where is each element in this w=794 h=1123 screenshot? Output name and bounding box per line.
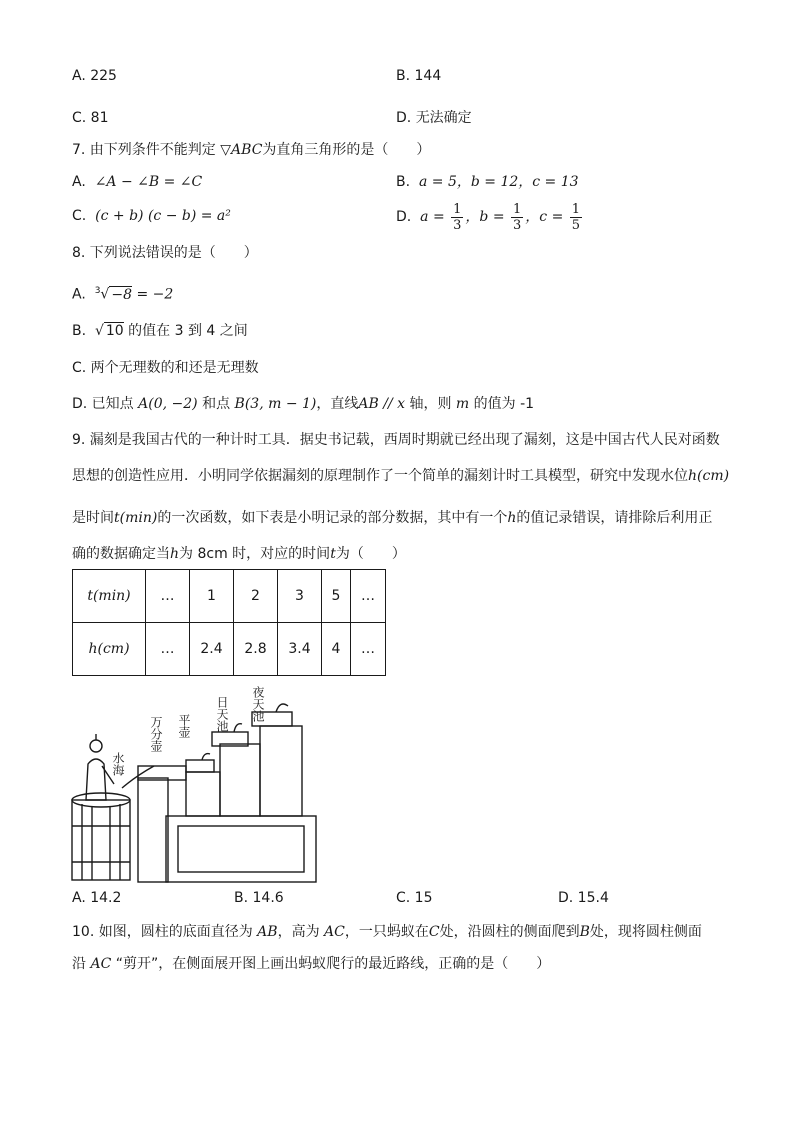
q9-option-d: D. 15.4 (558, 890, 609, 906)
table-cell: 2 (234, 570, 278, 623)
label-pinghu: 平壶 (177, 714, 191, 738)
q9-data-table (72, 569, 386, 676)
q6-option-c: C. 81 (72, 110, 109, 126)
q8-option-c: C. 两个无理数的和还是无理数 (72, 360, 259, 376)
table-cell: 2.4 (190, 623, 234, 676)
tank-ritianchi (220, 744, 260, 816)
table-cell: h(cm) (73, 623, 146, 676)
table-cell: 3.4 (278, 623, 322, 676)
q7-option-a: A. ∠A − ∠B = ∠C (72, 174, 203, 190)
label-shuihai: 水海 (111, 752, 125, 776)
q10-stem-line-1: 10. 如图，圆柱的底面直径为 AB，高为 AC，一只蚂蚁在C处，沿圆柱的侧面爬到B处，现将圆柱侧面 (72, 924, 702, 940)
table-cell: … (146, 570, 190, 623)
q6-option-d: D. 无法确定 (396, 110, 472, 126)
q8-stem: 8. 下列说法错误的是（ ） (72, 245, 258, 261)
q9-option-c: C. 15 (396, 890, 433, 906)
q7-option-c: C. (c + b) (c − b) = a² (72, 208, 231, 224)
table-cell: 2.8 (234, 623, 278, 676)
q7-stem: 7. 由下列条件不能判定 ▽ABC为直角三角形的是（ ） (72, 142, 431, 158)
q9-stem-line-4: 确的数据确定当h为 8cm 时，对应的时间t为（ ） (72, 546, 406, 562)
table-cell: … (351, 623, 386, 676)
barrel-body (72, 800, 130, 880)
table-cell: … (146, 623, 190, 676)
table-row (73, 570, 386, 623)
q9-stem-line-2: 思想的创造性应用．小明同学依据漏刻的原理制作了一个简单的漏刻计时工具模型，研究中发现水位h(cm) (72, 468, 730, 484)
q8-option-b: B. √ 10 的值在 3 到 4 之间 (72, 323, 248, 339)
q8-option-a: A. $^3$√ −8 = −2 (72, 286, 174, 303)
table-cell: 5 (322, 570, 351, 623)
fraction-one-third-a: $\frac{1}{3}$ (453, 201, 462, 233)
q7-option-d: D. a = $\frac{1}{3}$ ，b = $\frac{1}{3}$ ，c = $\frac{1}{5}$ (396, 201, 581, 233)
figure-head (90, 740, 102, 752)
q9-stem-line-1: 9. 漏刻是我国古代的一种计时工具．据史书记载，西周时期就已经出现了漏刻，这是中国古代人民对函数 (72, 432, 720, 448)
water-clock-illustration (66, 676, 326, 886)
q10-stem-line-2: 沿 AC “剪开”，在侧面展开图上画出蚂蚁爬行的最近路线，正确的是（ ） (72, 956, 551, 972)
fraction-one-third-b: $\frac{1}{3}$ (513, 201, 522, 233)
q6-option-a: A. 225 (72, 68, 117, 84)
tank-pinghu (186, 772, 220, 816)
q9-stem-line-3: 是时间t(min)的一次函数，如下表是小明记录的部分数据，其中有一个h的值记录错误，请排除后利用正 (72, 510, 713, 526)
table-row (73, 623, 386, 676)
q9-option-b: B. 14.6 (234, 890, 284, 906)
table-cell: … (351, 570, 386, 623)
table-cell: 4 (322, 623, 351, 676)
q7-option-b: B. a = 5，b = 12，c = 13 (396, 174, 579, 190)
table-cell: t(min) (73, 570, 146, 623)
q6-option-b: B. 144 (396, 68, 442, 84)
q9-option-a: A. 14.2 (72, 890, 122, 906)
q8-option-d: D. 已知点 A(0, −2) 和点 B(3, m − 1)，直线AB // x 轴，则 m 的值为 -1 (72, 396, 535, 412)
table-cell: 1 (190, 570, 234, 623)
label-yetianchi: 夜天池 (251, 686, 265, 722)
label-ritianchi: 日天池 (215, 696, 229, 732)
fraction-one-fifth: $\frac{1}{5}$ (571, 201, 581, 233)
tank-yetianchi (260, 726, 302, 816)
label-wanfenhu: 万分壶 (149, 716, 163, 752)
table-cell: 3 (278, 570, 322, 623)
